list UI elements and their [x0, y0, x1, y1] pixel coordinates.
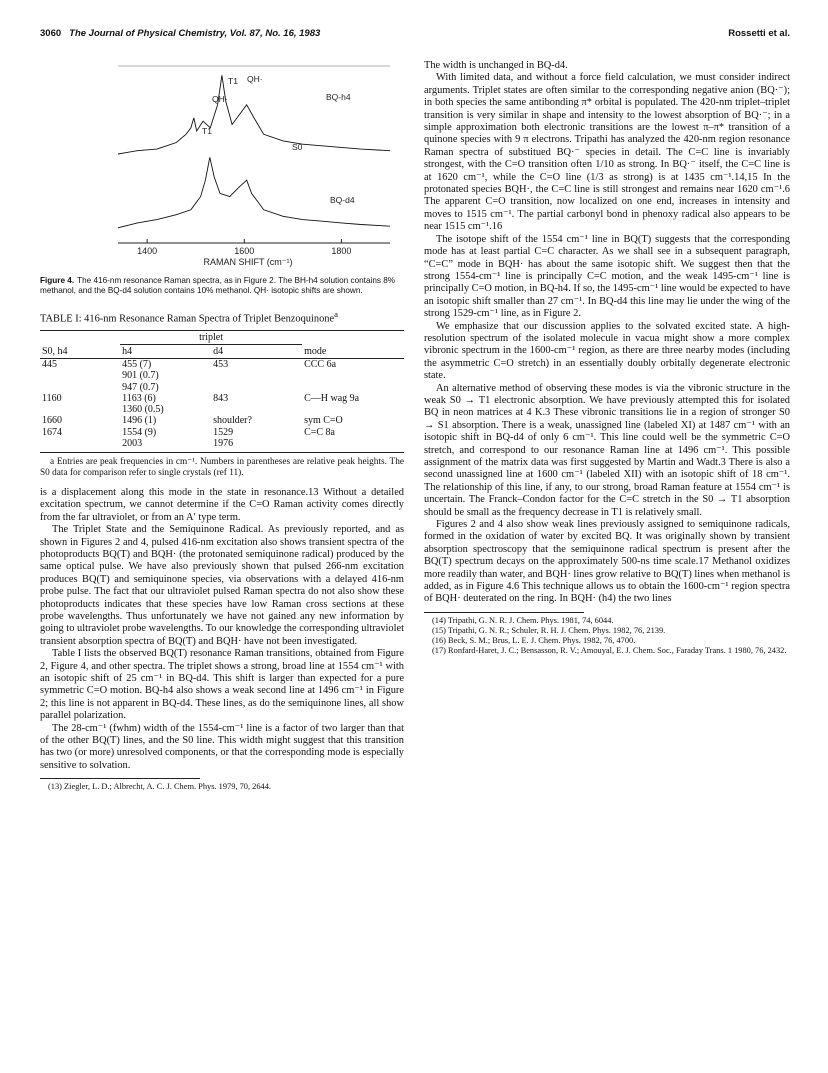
col-s0: S0, h4	[42, 345, 68, 357]
table-header-row	[40, 345, 404, 359]
right-paragraph-3: The isotope shift of the 1554 cm⁻¹ line in BQ(T) suggests that the corresponding mode has at least partial C=C character. As we shall see in a subsequent paragraph, “C=C” mode in BQH· has about the same isotopic shift. We suggest then that the strong 1554-cm⁻¹ line is principally C=C motion, and the weak 1495-cm⁻¹ line is principally C=O motion, in BQ-h4. If so, the 1495-cm⁻¹ line would be expected to have an isotopic shift smaller than 27 cm⁻¹. In BQ-d4 this line may lie under the wing of the strong 1529-cm⁻¹ line, as in Figure 2.	[424, 233, 790, 320]
footnote-17: (17) Ronfard-Haret, J. C.; Bensasson, R. V.; Amouyal, E. J. Chem. Soc., Faraday Trans. 1 1980, 76, 2432.	[432, 646, 787, 656]
caption-text: The 416-nm resonance Raman spectra, as in Figure 2. The BH-h4 solution contains 8% methanol, and the BQ-d4 solution contains 10% methanol. QH· isotopic shifts are shown.	[40, 276, 396, 295]
journal-name: The Journal of Physical Chemistry, Vol. 87, No. 16, 1983	[69, 28, 321, 39]
right-column	[424, 60, 790, 657]
cell-s0: 1160	[42, 392, 62, 404]
col-d4: d4	[213, 346, 224, 358]
table-group-row	[40, 330, 404, 344]
col-h4: h4	[122, 346, 133, 358]
cell-d4: 1529	[213, 426, 234, 438]
left-paragraph-2: The Triplet State and the Semiquinone Radical. As previously reported, and as shown in Figures 2 and 4, pulsed 416-nm excitation also shows transient spectra of the photoproducts BQ(T) and BQH· (the protonated semiquinone radical) produced by the same optical pulse. We have also previously shown that pulsed 266-nm excitation produces BQ(T) and semiquinone species, via observations with a delayed 416-nm probe pulse. The fact that our ultraviolet pulsed Raman spectra do not also show these photoproducts indicates that these species have low Raman cross sections at these probe wavelengths. Thus unfortunately we have not gained any new information by going to ultraviolet probe wavelengths. To our knowledge the corresponding ultraviolet transient absorption spectra of BQ(T) and BQH· have not been investigated.	[40, 524, 404, 647]
table-body	[40, 359, 404, 449]
table-row	[40, 370, 404, 381]
table-row	[40, 359, 404, 371]
table-row	[40, 382, 404, 393]
footnote-16: (16) Beck, S. M.; Brus, L. E. J. Chem. Phys. 1982, 76, 4700.	[432, 636, 636, 646]
series-line-0	[118, 75, 390, 154]
cell-d4	[211, 382, 302, 393]
figure-caption	[40, 276, 404, 296]
page-header	[40, 28, 790, 44]
cell-h4: 2003	[122, 437, 143, 449]
cell-h4: 1360 (0.5)	[122, 404, 164, 416]
table-row	[40, 393, 404, 404]
table-bottom-rule	[40, 452, 404, 453]
cell-mode: CCC 6a	[304, 359, 337, 371]
right-paragraph-4: We emphasize that our discussion applies to the solvated excited state. A high-resolution spectrum of the isolated molecule in vacua might show a more complex vibronic spectrum in the 1600-cm⁻¹ region, as there are three nearby modes (including the asymmetric C=O stretch) in an essentially doubly orbitally degenerate electronic state.	[424, 320, 790, 382]
cell-s0	[40, 370, 120, 381]
page-number: 3060	[40, 28, 62, 39]
right-paragraph-5: An alternative method of observing these modes is via the vibronic structure in the weak S0 → T1 electronic absorption. We have previously attempted this for isolated BQ in neon matrices at 4 K.3 These vibronic transitions lie in a region of stronger S0 → S1 absorption. There is a weak, unassigned line (labeled XI) at 1487 cm⁻¹ with an isotopic shift in BQ-d4 of only 6 cm⁻¹. This line could well be the symmetric C=O stretch, and correspond to our resonance Raman line at 1496 cm⁻¹. This possible assignment of the matrix data was first suggested by Martin and Wadt.3 There is also a second unassigned line at 1600 cm⁻¹ (labeled XII) with an isotopic shift of 18 cm⁻¹. The relationship of this line, if any, to our strong, broad Raman feature at 1554 cm⁻¹ is uncertain. The Franck–Condon factor for the C=C stretch in the S0 → T1 absorption should be small as the frequency decrease in T1 is relatively small.	[424, 382, 790, 518]
cell-mode	[302, 438, 404, 449]
table-row	[40, 415, 404, 426]
label-s0: S0	[292, 142, 303, 152]
series-line-1	[118, 157, 390, 228]
cell-h4: 455 (7)	[122, 359, 152, 371]
cell-h4: 1554 (9)	[122, 426, 157, 438]
x-tick-label: 1400	[137, 246, 158, 256]
footnote-15: (15) Tripathi, G. N. R.; Schuler, R. H. J. Chem. Phys. 1982, 76, 2139.	[432, 626, 666, 636]
cell-h4: 947 (0.7)	[122, 381, 159, 393]
legend-bq-d4: BQ-d4	[330, 195, 355, 205]
table-1	[40, 330, 404, 449]
label-t1-top: T1	[228, 76, 238, 86]
group-header-triplet: triplet	[120, 330, 302, 344]
cell-d4: 843	[213, 392, 229, 404]
cell-h4: 1496 (1)	[122, 415, 157, 427]
cell-d4: 1976	[213, 437, 234, 449]
header-authors: Rossetti et al.	[728, 28, 790, 39]
label-qh-left: QH·	[212, 94, 228, 104]
cell-mode	[302, 404, 404, 415]
cell-h4: 1163 (6)	[122, 392, 156, 404]
table-title	[40, 308, 404, 326]
table-row	[40, 427, 404, 438]
raman-spectrum-chart	[40, 60, 404, 272]
left-column	[40, 60, 404, 792]
x-ticks-group	[137, 239, 351, 256]
cell-d4: 453	[213, 359, 229, 371]
table-footnote: a Entries are peak frequencies in cm⁻¹. Numbers in parentheses are relative peak heights. The S0 data for comparison refer to single crystals (ref 11).	[40, 456, 404, 478]
cell-mode: sym C=O	[304, 415, 343, 427]
label-t1-left: T1	[202, 126, 212, 136]
right-paragraph-2: With limited data, and without a force field calculation, we must consider indirect arguments. Triplet states are often similar to the corresponding negative anion (BQ·⁻); in both species the same antibonding π* orbital is populated. The 420-nm triplet–triplet transition is very similar in shape and intensity to the lowest absorption of BQ·⁻; in a simple approximation both electronic transitions are the lowest π–π* transition of a quinone species with 9 π electrons. Tripathi has analyzed the 420-nm region resonance Raman spectra of substitued BQ·⁻ species in detail. The C=C line is invariably strongest, with the C=O transition often 1/10 as strong. In BQ·⁻ itself, the C=C line is at 1620 cm⁻¹, while the C=O line (1/3 as strong) is at 1435 cm⁻¹.14,15 In the protonated species BQH·, the C=C line is still strongest and remains near 1620 cm⁻¹.6 The apparent C=O transition, now localized on one end, increases in intensity and moves to 1515 cm⁻¹. The partial carbonyl bond in phenoxy radical also appears to be near 1515 cm⁻¹.16	[424, 72, 790, 233]
cell-s0: 1660	[42, 415, 62, 427]
legend-bq-h4: BQ-h4	[326, 92, 351, 102]
footnote-13: (13) Ziegler, L. D.; Albrecht, A. C. J. Chem. Phys. 1979, 70, 2644.	[48, 782, 271, 792]
cell-s0	[40, 382, 120, 393]
right-paragraph-6: Figures 2 and 4 also show weak lines previously assigned to semiquinone radicals, formed in the oxidation of water by excited BQ. It was originally shown by transient absorption spectroscopy that the semiquinone radical spectrum is present after the BQ(T) spectrum decays on the approximately 500-ns time scale.17 Methanol oxidizes more readily than water, and BQH· lines grow relative to BQ(T) lines when methanol is added, as in Figure 4.6 This technique allows us to obtain the 1600-cm⁻¹ region spectra of BQH· deuterated on the ring. In BQH· (h4) the two lines	[424, 519, 790, 605]
table-title-text: TABLE I: 416-nm Resonance Raman Spectra of Triplet Benzoquinone	[40, 313, 335, 325]
right-paragraph-1: The width is unchanged in BQ-d4.	[424, 60, 568, 71]
table-row	[40, 438, 404, 449]
table-row	[40, 404, 404, 415]
cell-mode	[302, 382, 404, 393]
cell-s0: 445	[42, 359, 57, 371]
col-mode: mode	[304, 345, 327, 357]
cell-s0: 1674	[42, 426, 62, 438]
x-tick-label: 1800	[331, 246, 352, 256]
cell-d4: shoulder?	[213, 415, 252, 427]
footnote-rule-right	[424, 612, 584, 613]
cell-d4	[211, 404, 302, 415]
table-title-sup: a	[334, 309, 338, 319]
left-paragraph-3: Table I lists the observed BQ(T) resonance Raman transitions, obtained from Figure 2, Figure 4, and other spectra. The triplet shows a strong, broad line at 1554 cm⁻¹ with an isotopic shift of 25 cm⁻¹ in BQ-d4. This shift is larger than expected for a pure symmetric C=O motion. BQ-h4 also shows a weak second line at 1496 cm⁻¹ in Figure 2; this line is not apparent in BQ-d4. These lines, as do the semiquinone lines, all show parallel polarization.	[40, 648, 404, 722]
caption-label: Figure 4.	[40, 276, 75, 285]
x-tick-label: 1600	[234, 246, 255, 256]
left-paragraph-1: is a displacement along this mode in the state in resonance.13 Without a detailed excitation spectrum, we cannot determine if the C=O Raman activity comes directly from the far ultraviolet, or from an A′ type term.	[40, 486, 404, 523]
cell-h4: 901 (0.7)	[122, 370, 159, 382]
left-paragraph-4: The 28-cm⁻¹ (fwhm) width of the 1554-cm⁻¹ line is a factor of two larger than that of the other BQ(T) lines, and the S0 line. This width might suggest that this transition has two (or more) unresolved components, or that the corresponding mode is especially sensitive to solvation.	[40, 722, 404, 771]
header-left	[40, 28, 320, 39]
cell-d4	[211, 370, 302, 381]
cell-mode: C—H wag 9a	[304, 392, 360, 404]
figure-4	[40, 60, 404, 272]
x-axis-label: RAMAN SHIFT (cm⁻¹)	[203, 257, 293, 267]
cell-mode	[302, 370, 404, 381]
label-qh-top: QH·	[247, 74, 263, 84]
cell-s0	[40, 404, 120, 415]
footnote-14: (14) Tripathi, G. N. R. J. Chem. Phys. 1981, 74, 6044.	[432, 615, 614, 625]
footnote-rule-left	[40, 778, 200, 779]
cell-mode: C=C 8a	[304, 426, 335, 438]
cell-s0	[40, 438, 120, 449]
